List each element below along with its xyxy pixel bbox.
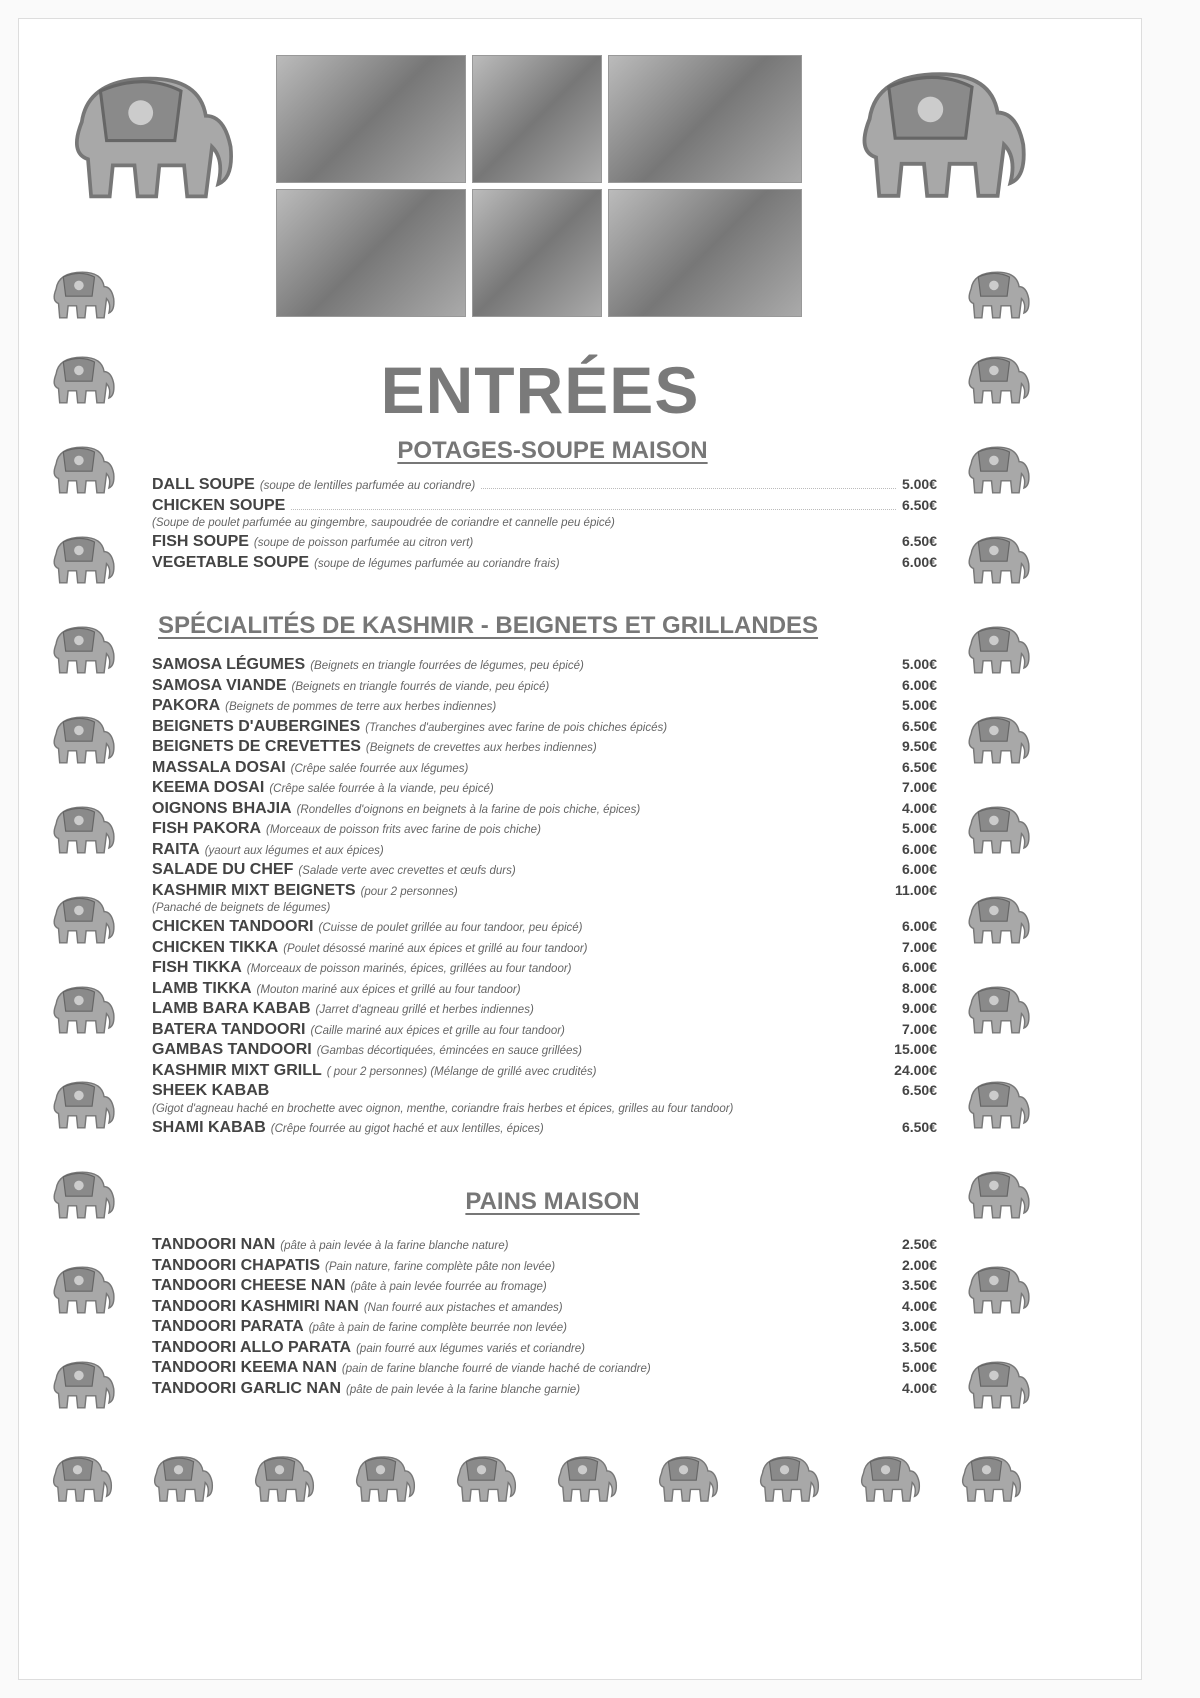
item-price: 6.00€ [901,553,937,570]
elephant-icon [146,1450,218,1508]
item-description: (Nan fourré aux pistaches et amandes) [363,1301,563,1314]
menu-item [152,1236,937,1257]
item-price: 4.00€ [901,799,937,816]
menu-item [152,1380,937,1401]
item-price: 3.50€ [901,1277,937,1293]
elephant-icon [960,1075,1035,1135]
item-name: TANDOORI KASHMIRI NAN [152,1297,359,1315]
item-name: TANDOORI NAN [152,1236,276,1253]
item-description: (Beignets en triangle fourrées de légumes, peu épicé) [310,660,584,672]
item-description: (Beignets de pommes de terre aux herbes indiennes) [225,701,497,713]
item-description: (Rondelles d'oignons en beignets à la farine de pois chiche, épices) [296,803,641,816]
menu-item [152,656,937,677]
item-price: 24.00€ [894,1061,937,1078]
menu-item [152,1277,937,1298]
menu-item [152,1257,937,1278]
menu-item [152,497,937,518]
item-name: TANDOORI CHAPATIS [152,1256,320,1274]
elephant-icon [45,890,120,950]
item-description: (pâte à pain levée à la farine blanche nature) [280,1240,509,1252]
item-name: TANDOORI KEEMA NAN [152,1359,337,1376]
item-price: 6.50€ [901,1082,937,1098]
elephant-icon [45,530,120,590]
menu-item [152,861,937,882]
item-description: (soupe de poisson parfumée au citron vert) [253,537,474,549]
item-description: (Beignets en triangle fourrés de viande, peu épicé) [291,680,550,693]
elephant-icon [45,1450,117,1508]
menu-item [152,939,937,960]
item-description: (Crêpe fourrée au gigot haché et aux lentilles, épices) [270,1122,544,1135]
menu-item [152,1318,937,1339]
item-price: 3.50€ [901,1338,937,1355]
elephant-icon [449,1450,521,1508]
menu-item [152,1041,937,1062]
item-name: FISH PAKORA [152,820,262,837]
elephant-icon [960,800,1035,860]
item-description: (Morceaux de poisson frits avec farine de pois chiche) [266,824,541,836]
item-name: MASSALA DOSAI [152,758,286,776]
item-price: 6.50€ [901,1118,937,1135]
item-description: (Crêpe salée fourrée à la viande, peu épicé) [269,783,494,795]
item-price: 5.00€ [901,1359,937,1375]
elephant-icon [960,890,1035,950]
item-description: (Gambas décortiquées, émincées en sauce grillées) [316,1045,582,1057]
item-description: (Jarret d'agneau grillé et herbes indiennes) [315,1004,534,1016]
menu-item [152,959,937,980]
item-price: 5.00€ [901,697,937,713]
item-price: 9.00€ [901,1000,937,1016]
menu-item [152,779,937,800]
item-name: BATERA TANDOORI [152,1020,306,1038]
item-name: GAMBAS TANDOORI [152,1041,312,1058]
item-description: (Poulet désossé mariné aux épices et grillé au four tandoor) [283,942,588,955]
item-price: 6.00€ [901,861,937,877]
food-photo [276,189,466,317]
item-price: 6.50€ [901,717,937,734]
item-price: 15.00€ [894,1041,937,1057]
soup-list [152,476,937,574]
item-price: 6.50€ [901,758,937,775]
food-photo [276,55,466,183]
menu-item [152,1298,937,1319]
item-name: TANDOORI PARATA [152,1318,304,1335]
item-price: 6.00€ [901,676,937,693]
pains-list [152,1236,937,1400]
elephant-icon [651,1450,723,1508]
item-name: TANDOORI ALLO PARATA [152,1338,352,1356]
item-name: VEGETABLE SOUPE [152,553,310,571]
item-price: 4.00€ [901,1297,937,1314]
item-name: BEIGNETS D'AUBERGINES [152,717,361,735]
item-price: 5.00€ [901,476,937,492]
item-name: OIGNONS BHAJIA [152,799,292,817]
elephant-icon [820,55,1060,215]
menu-item [152,1119,937,1140]
item-name: SAMOSA LÉGUMES [152,656,306,673]
menu-item [152,820,937,841]
elephant-icon [45,1260,120,1320]
elephant-icon [550,1450,622,1508]
item-name: LAMB BARA KABAB [152,1000,311,1017]
kashmir-list [152,656,937,1139]
item-description: (Beignets de crevettes aux herbes indiennes) [365,742,597,754]
menu-item [152,554,937,575]
item-name: SHAMI KABAB [152,1118,266,1136]
elephant-icon [960,710,1035,770]
elephant-icon [752,1450,824,1508]
elephant-icon [45,1075,120,1135]
item-name: LAMB TIKKA [152,979,252,997]
item-name: TANDOORI CHEESE NAN [152,1277,346,1294]
elephant-icon [45,60,255,215]
item-price: 2.50€ [901,1236,937,1252]
elephant-icon [954,1450,1026,1508]
item-description: (soupe de lentilles parfumée au coriandre) [259,480,476,492]
elephant-icon [960,530,1035,590]
item-description: (Salade verte avec crevettes et œufs durs) [298,865,516,877]
menu-item [152,1000,937,1021]
menu-item [152,1082,937,1103]
item-name: SAMOSA VIANDE [152,676,287,694]
item-description: (Mouton mariné aux épices et grillé au four tandoor) [256,983,521,996]
menu-item [152,1021,937,1042]
section-heading-kashmir: SPÉCIALITÉS DE KASHMIR - BEIGNETS ET GRILLANDES [158,612,819,639]
leader [291,508,896,510]
item-name: DALL SOUPE [152,476,255,493]
item-price: 9.50€ [901,738,937,754]
item-description: (Pain nature, farine complète pâte non levée) [325,1260,556,1273]
item-price: 6.00€ [901,918,937,934]
item-name: KEEMA DOSAI [152,779,265,796]
elephant-icon [45,1355,120,1415]
leader [481,487,896,489]
item-description: (pâte à pain de farine complète beurrée non levée) [308,1322,567,1334]
elephant-icon [960,1260,1035,1320]
elephant-icon [853,1450,925,1508]
page-title: ENTRÉES [380,353,700,427]
item-description: (pâte à pain levée fourrée au fromage) [350,1281,547,1293]
item-name: PAKORA [152,697,221,714]
menu-item [152,1062,937,1083]
item-description: (yaourt aux légumes et aux épices) [204,844,384,857]
item-price: 5.00€ [901,656,937,672]
item-price: 7.00€ [901,1020,937,1037]
item-name: FISH TIKKA [152,959,242,976]
menu-item [152,697,937,718]
elephant-icon [348,1450,420,1508]
item-description: ( pour 2 personnes) (Mélange de grillé avec crudités) [326,1065,597,1078]
item-name: SALADE DU CHEF [152,861,294,878]
elephant-icon [45,620,120,680]
menu-item [152,841,937,862]
item-price: 7.00€ [901,938,937,955]
item-note: (Soupe de poulet parfumée au gingembre, saupoudrée de coriandre et cannelle peu épicé) [152,517,615,529]
item-name: KASHMIR MIXT GRILL [152,1061,322,1079]
item-name: RAITA [152,840,200,858]
elephant-icon [45,800,120,860]
item-price: 4.00€ [901,1379,937,1396]
item-price: 6.50€ [901,496,937,513]
item-price: 8.00€ [901,979,937,996]
item-description: (Cuisse de poulet grillée au four tandoor, peu épicé) [318,922,583,934]
item-price: 6.00€ [901,840,937,857]
item-description: (soupe de légumes parfumée au coriandre frais) [314,557,560,570]
item-note: (Gigot d'agneau haché en brochette avec oignon, menthe, coriandre frais herbes et épices, grilles au four tandoor) [152,1102,734,1115]
food-photo [472,55,602,183]
elephant-icon [960,620,1035,680]
menu-item [152,800,937,821]
item-price: 2.00€ [901,1256,937,1273]
item-description: (pain de farine blanche fourré de viande haché de coriandre) [341,1363,651,1375]
item-name: TANDOORI GARLIC NAN [152,1379,342,1397]
menu-item [152,980,937,1001]
elephant-icon [45,980,120,1040]
item-price: 5.00€ [901,820,937,836]
item-name: CHICKEN TIKKA [152,938,279,956]
item-description: (pour 2 personnes) [360,885,458,898]
section-heading-pains: PAINS MAISON [465,1188,640,1215]
item-note: (Panaché de beignets de légumes) [152,902,331,914]
menu-item [152,476,937,497]
item-name: CHICKEN SOUPE [152,496,286,514]
item-name: SHEEK KABAB [152,1082,270,1099]
food-photo-grid [276,55,802,323]
item-price: 6.00€ [901,959,937,975]
section-heading-soupes: POTAGES-SOUPE MAISON [397,437,708,464]
item-description: (Tranches d'aubergines avec farine de pois chiches épicés) [365,721,668,734]
menu-item [152,738,937,759]
item-price: 3.00€ [901,1318,937,1334]
menu-item [152,1359,937,1380]
food-photo [608,189,802,317]
elephant-icon [960,1355,1035,1415]
item-description: (Morceaux de poisson marinés, épices, grillées au four tandoor) [246,963,572,975]
item-price: 6.50€ [901,533,937,549]
item-name: FISH SOUPE [152,533,249,550]
item-description: (Crêpe salée fourrée aux légumes) [290,762,469,775]
menu-item [152,718,937,739]
elephant-icon [45,265,120,325]
item-name: CHICKEN TANDOORI [152,918,314,935]
item-price: 7.00€ [901,779,937,795]
food-photo [608,55,802,183]
elephant-icon [960,980,1035,1040]
item-name: BEIGNETS DE CREVETTES [152,738,361,755]
menu-item [152,759,937,780]
item-description: (pain fourré aux légumes variés et coriandre) [356,1342,585,1355]
food-photo [472,189,602,317]
menu-item [152,533,937,554]
item-name: KASHMIR MIXT BEIGNETS [152,881,356,899]
menu-item [152,1339,937,1360]
menu-item [152,677,937,698]
menu-item [152,882,937,903]
elephant-icon [247,1450,319,1508]
item-price: 11.00€ [894,881,937,898]
elephant-icon [45,710,120,770]
elephant-icon [960,265,1035,325]
item-description: (Caille mariné aux épices et grille au four tandoor) [310,1024,565,1037]
menu-item [152,918,937,939]
item-description: (pâte de pain levée à la farine blanche garnie) [346,1383,581,1396]
